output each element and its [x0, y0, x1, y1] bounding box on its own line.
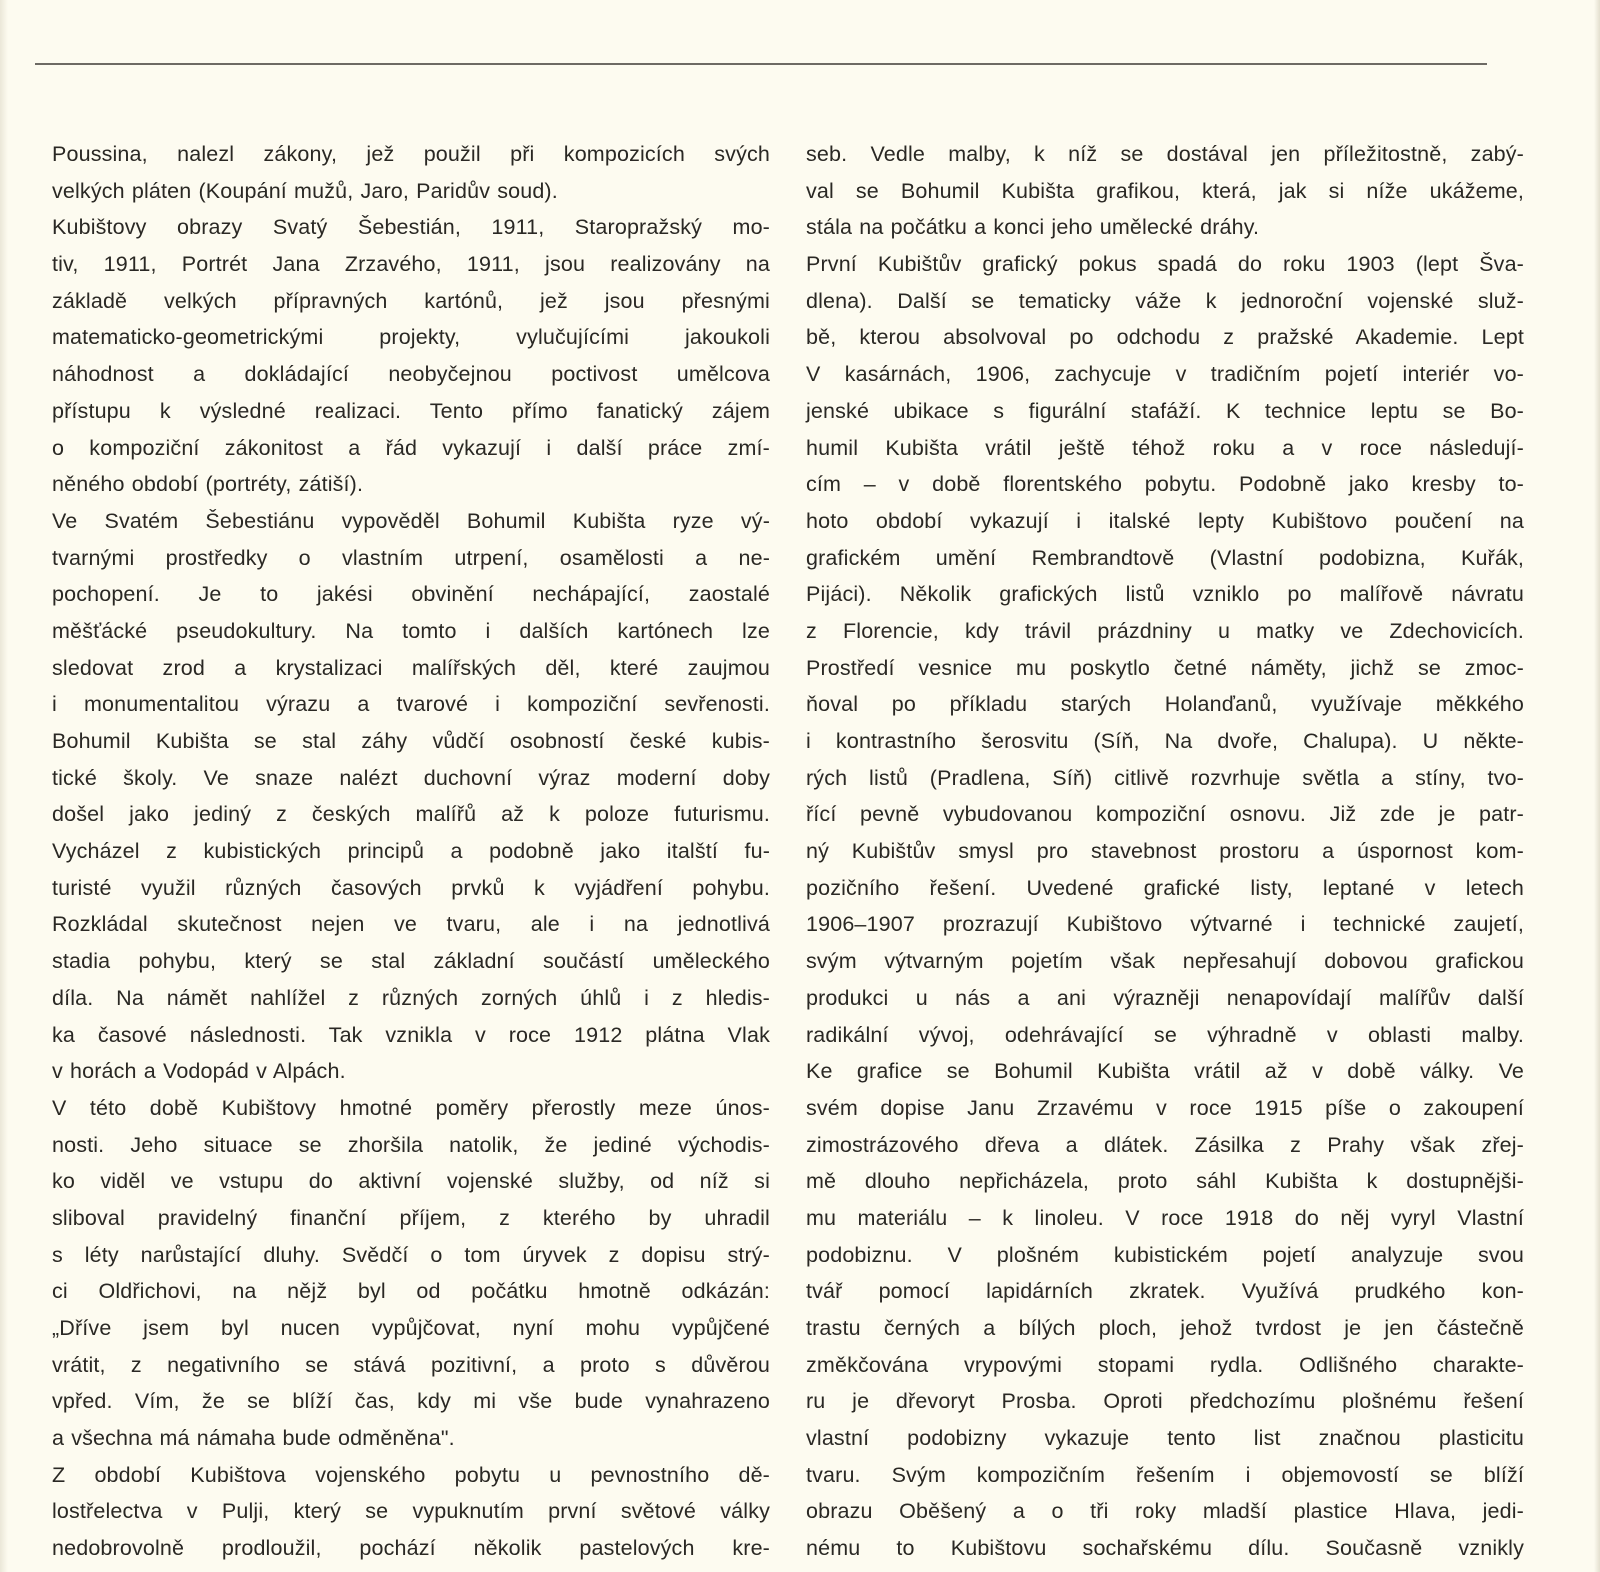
text-line: v horách a Vodopád v Alpách.	[52, 1059, 346, 1084]
text-line: díla. Na námět nahlížel z různých zorných úhlů i z hledis-	[52, 985, 770, 1010]
text-line: rých listů (Pradlena, Síň) citlivě rozvrhuje světla a stíny, tvo-	[806, 765, 1524, 790]
text-line: s léty narůstající dluhy. Svědčí o tom úryvek z dopisu strý-	[52, 1242, 770, 1267]
text-line: grafickém umění Rembrandtově (Vlastní podobizna, Kuřák,	[806, 545, 1524, 570]
text-line: Prostředí vesnice mu poskytlo četné náměty, jichž se zmoc-	[806, 655, 1524, 680]
text-line: Bohumil Kubišta se stal záhy vůdčí osobností české kubis-	[52, 729, 770, 753]
text-line: něného období (portréty, zátiší).	[52, 472, 364, 497]
right-text-column	[806, 136, 1524, 1567]
page-edge-shadow-right	[1594, 0, 1600, 1572]
text-line: i kontrastního šerosvitu (Síň, Na dvoře, Chalupa). U někte-	[806, 729, 1524, 753]
text-line: ru je dřevoryt Prosba. Oproti předchozímu plošnému řešení	[806, 1389, 1524, 1414]
text-line: 1906–1907 prozrazují Kubištovo výtvarné i technické zaujetí,	[806, 912, 1524, 937]
text-line: ka časové následnosti. Tak vznikla v roce 1912 plátna Vlak	[52, 1022, 770, 1047]
text-line: změkčována vrypovými stopami rydla. Odlišného charakte-	[806, 1352, 1524, 1377]
text-line: mě dlouho nepřicházela, proto sáhl Kubišta k dostupnějši-	[806, 1169, 1524, 1194]
text-line: základě velkých přípravných kartónů, jež jsou přesnými	[52, 288, 770, 313]
text-line: pozičního řešení. Uvedené grafické listy, leptané v letech	[806, 875, 1524, 900]
text-line: z Florencie, kdy trávil prázdniny u matky ve Zdechovicích.	[806, 618, 1524, 643]
text-line: tvarnými prostředky o vlastním utrpení, osamělosti a ne-	[52, 545, 770, 570]
text-line: Poussina, nalezl zákony, jež použil při kompozicích svých	[52, 142, 770, 166]
text-line: zimostrázového dřeva a dlátek. Zásilka z Prahy však zřej-	[806, 1132, 1524, 1157]
text-line: vrátit, z negativního se stává pozitivní, a proto s důvěrou	[52, 1352, 770, 1377]
header-rule	[35, 63, 1487, 65]
text-line: mu materiálu – k linoleu. V roce 1918 do něj vyryl Vlastní	[806, 1205, 1524, 1230]
text-line: stála na počátku a konci jeho umělecké dráhy.	[806, 215, 1260, 240]
text-line: nosti. Jeho situace se zhoršila natolik, že jediné východis-	[52, 1132, 770, 1157]
text-line: radikální vývoj, odehrávající se výhradně v oblasti malby.	[806, 1022, 1524, 1047]
text-line: Kubištovy obrazy Svatý Šebestián, 1911, Staropražský mo-	[52, 215, 770, 240]
text-line: došel jako jediný z českých malířů až k poloze futurismu.	[52, 802, 770, 827]
text-line: První Kubištův grafický pokus spadá do roku 1903 (lept Šva-	[806, 252, 1524, 277]
text-line: svým výtvarným pojetím však nepřesahují dobovou grafickou	[806, 949, 1524, 974]
text-line: ňoval po příkladu starých Holanďanů, využívaje měkkého	[806, 692, 1524, 717]
text-line: tvář pomocí lapidárních zkratek. Využívá prudkého kon-	[806, 1279, 1524, 1304]
text-line: pochopení. Je to jakési obvinění nechápající, zaostalé	[52, 582, 770, 607]
text-line: jenské ubikace s figurální stafáží. K technice leptu se Bo-	[806, 398, 1524, 423]
text-line: vlastní podobizny vykazuje tento list značnou plasticitu	[806, 1426, 1524, 1451]
text-line: měšťácké pseudokultury. Na tomto i dalších kartónech lze	[52, 618, 770, 643]
text-line: V této době Kubištovy hmotné poměry přerostly meze únos-	[52, 1095, 770, 1120]
text-line: Ke grafice se Bohumil Kubišta vrátil až v době války. Ve	[806, 1059, 1524, 1084]
left-text-column	[52, 136, 770, 1567]
text-line: vpřed. Vím, že se blíží čas, kdy mi vše bude vynahrazeno	[52, 1389, 770, 1414]
text-line: tické školy. Ve snaze nalézt duchovní výraz moderní doby	[52, 765, 770, 790]
text-line: náhodnost a dokládající neobyčejnou poctivost umělcova	[52, 362, 770, 387]
text-line: tiv, 1911, Portrét Jana Zrzavého, 1911, jsou realizovány na	[52, 252, 770, 277]
text-line: dlena). Další se tematicky váže k jednoroční vojenské služ-	[806, 288, 1524, 313]
text-line: seb. Vedle malby, k níž se dostával jen příležitostně, zabý-	[806, 142, 1524, 166]
text-line: svém dopise Janu Zrzavému v roce 1915 píše o zakoupení	[806, 1095, 1524, 1120]
text-line: ko viděl ve vstupu do aktivní vojenské služby, od níž si	[52, 1169, 770, 1194]
text-line: sliboval pravidelný finanční příjem, z kterého by uhradil	[52, 1205, 770, 1230]
text-line: stadia pohybu, který se stal základní součástí uměleckého	[52, 949, 770, 974]
text-line: Ve Svatém Šebestiánu vypověděl Bohumil Kubišta ryze vý-	[52, 508, 770, 533]
text-line: val se Bohumil Kubišta grafikou, která, jak si níže ukážeme,	[806, 178, 1524, 203]
text-line: trastu černých a bílých ploch, jehož tvrdost je jen částečně	[806, 1316, 1524, 1340]
text-line: sledovat zrod a krystalizaci malířských děl, které zaujmou	[52, 655, 770, 680]
text-line: ci Oldřichovi, na nějž byl od počátku hmotně odkázán:	[52, 1279, 770, 1304]
text-line: hoto období vykazují i italské lepty Kubištovo poučení na	[806, 508, 1524, 533]
text-line: Vycházel z kubistických principů a podobně jako italští fu-	[52, 839, 770, 864]
text-line: nému to Kubištovu sochařskému dílu. Současně vznikly	[806, 1536, 1524, 1561]
text-line: cím – v době florentského pobytu. Podobně jako kresby to-	[806, 472, 1524, 497]
text-line: turisté využil různých časových prvků k vyjádření pohybu.	[52, 875, 770, 900]
page-edge-shadow-left	[0, 0, 8, 1572]
text-line: tvaru. Svým kompozičním řešením i objemovostí se blíží	[806, 1462, 1524, 1487]
text-line: lostřelectva v Pulji, který se vypuknutím první světové války	[52, 1499, 770, 1524]
text-line: o kompoziční zákonitost a řád vykazují i další práce zmí-	[52, 435, 770, 460]
text-line: i monumentalitou výrazu a tvarové i kompoziční sevřenosti.	[52, 692, 770, 717]
text-line: přístupu k výsledné realizaci. Tento přímo fanatický zájem	[52, 398, 770, 423]
text-line: Pijáci). Několik grafických listů vzniklo po malířově návratu	[806, 582, 1524, 607]
text-line: řící pevně vybudovanou kompoziční osnovu. Již zde je patr-	[806, 802, 1524, 827]
text-line: matematicko-geometrickými projekty, vylučujícími jakoukoli	[52, 325, 770, 350]
text-line: nedobrovolně prodloužil, pochází několik pastelových kre-	[52, 1536, 770, 1561]
text-line: Z období Kubištova vojenského pobytu u pevnostního dě-	[52, 1462, 770, 1487]
text-line: „Dříve jsem byl nucen vypůjčovat, nyní mohu vypůjčené	[52, 1316, 770, 1340]
text-line: ný Kubištův smysl pro stavebnost prostoru a úspornost kom-	[806, 839, 1524, 864]
text-line: podobiznu. V plošném kubistickém pojetí analyzuje svou	[806, 1242, 1524, 1267]
text-line: Rozkládal skutečnost nejen ve tvaru, ale i na jednotlivá	[52, 912, 770, 937]
text-line: V kasárnách, 1906, zachycuje v tradičním pojetí interiér vo-	[806, 362, 1524, 387]
text-line: velkých pláten (Koupání mužů, Jaro, Paridův soud).	[52, 178, 558, 203]
text-line: obrazu Oběšený a o tři roky mladší plastice Hlava, jedi-	[806, 1499, 1524, 1524]
text-line: bě, kterou absolvoval po odchodu z pražské Akademie. Lept	[806, 325, 1524, 350]
text-line: humil Kubišta vrátil ještě téhož roku a v roce následují-	[806, 435, 1524, 460]
text-line: a všechna má námaha bude odměněna".	[52, 1426, 455, 1451]
text-line: produkci u nás a ani výrazněji nenapovídají malířův další	[806, 985, 1524, 1010]
